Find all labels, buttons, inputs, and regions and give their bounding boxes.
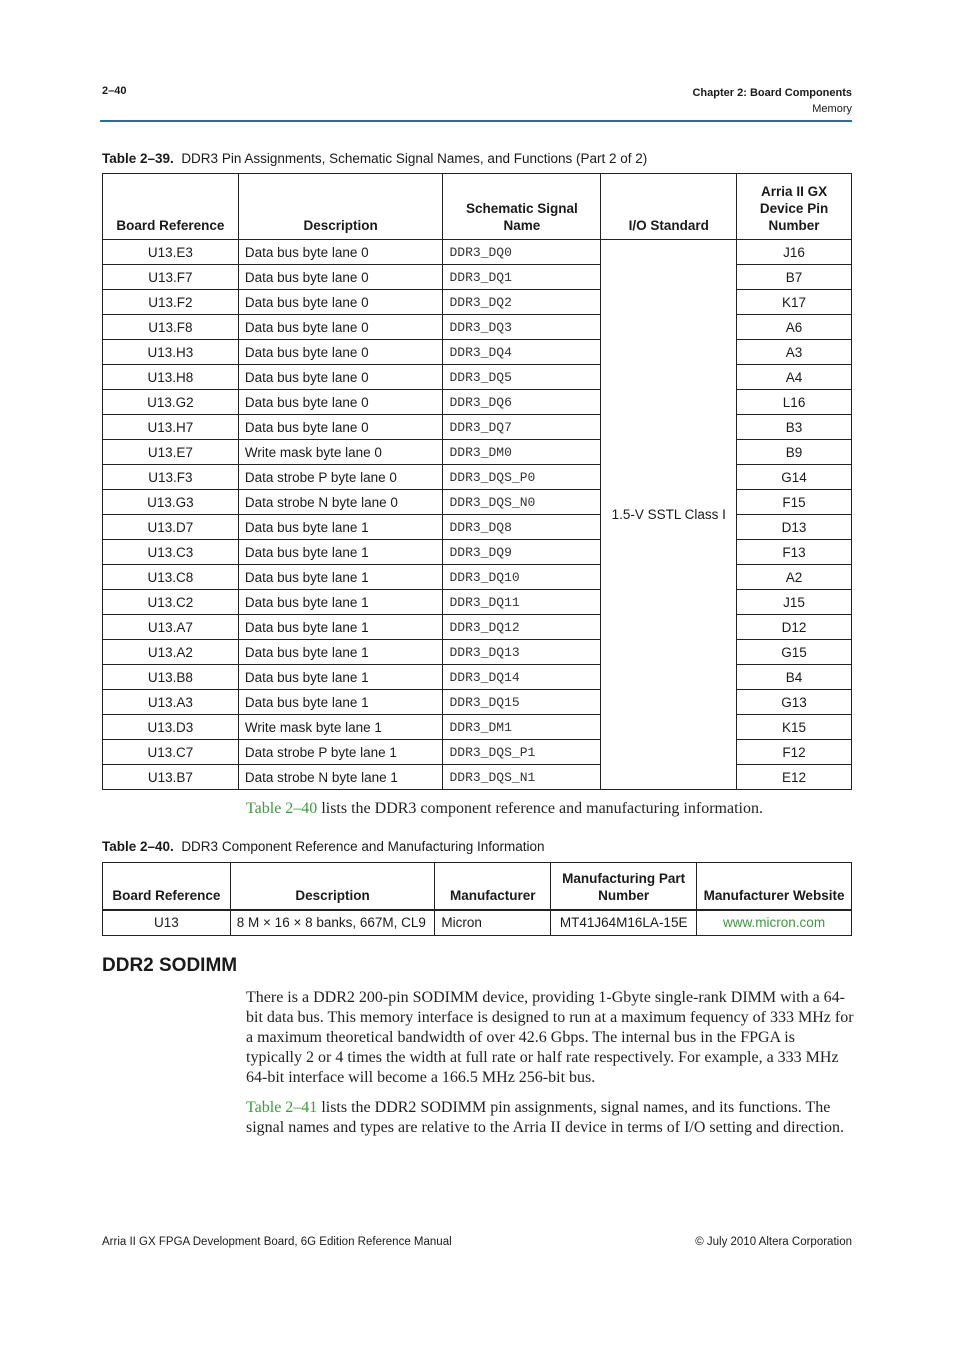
signal-name-cell: DDR3_DQ8 bbox=[443, 515, 601, 540]
table-row bbox=[103, 515, 852, 540]
description-cell: Data bus byte lane 1 bbox=[238, 565, 443, 590]
description-cell: Data bus byte lane 0 bbox=[238, 315, 443, 340]
running-header bbox=[692, 85, 852, 117]
table-row bbox=[103, 690, 852, 715]
board-reference-cell: U13.C7 bbox=[103, 740, 239, 765]
pin-number-cell: A3 bbox=[737, 340, 852, 365]
board-reference-cell: U13.F7 bbox=[103, 265, 239, 290]
signal-name-cell: DDR3_DQ4 bbox=[443, 340, 601, 365]
board-reference-cell: U13.G3 bbox=[103, 490, 239, 515]
table2-intro bbox=[246, 799, 854, 819]
description-cell: Data bus byte lane 1 bbox=[238, 515, 443, 540]
signal-name-cell: DDR3_DQ10 bbox=[443, 565, 601, 590]
board-reference-cell: U13.H8 bbox=[103, 365, 239, 390]
website-cell bbox=[697, 910, 852, 936]
pin-number-cell: A4 bbox=[737, 365, 852, 390]
signal-name-cell: DDR3_DQ15 bbox=[443, 690, 601, 715]
table-row bbox=[103, 540, 852, 565]
body-paragraph-2 bbox=[246, 1098, 854, 1138]
signal-name-cell: DDR3_DM0 bbox=[443, 440, 601, 465]
pin-number-cell: F15 bbox=[737, 490, 852, 515]
description-cell: Data strobe N byte lane 0 bbox=[238, 490, 443, 515]
col-header-part-number: Manufacturing Part Number bbox=[551, 863, 697, 910]
table-row bbox=[103, 640, 852, 665]
signal-name-cell: DDR3_DQS_N1 bbox=[443, 765, 601, 790]
table-row bbox=[103, 290, 852, 315]
pin-number-cell: B4 bbox=[737, 665, 852, 690]
board-reference-cell: U13.F3 bbox=[103, 465, 239, 490]
description-cell: Data bus byte lane 1 bbox=[238, 540, 443, 565]
board-reference-cell: U13.H7 bbox=[103, 415, 239, 440]
board-reference-cell: U13.D7 bbox=[103, 515, 239, 540]
table1-title: DDR3 Pin Assignments, Schematic Signal Names, and Functions (Part 2 of 2) bbox=[181, 151, 648, 166]
col-header-description: Description bbox=[230, 863, 435, 910]
table-row bbox=[103, 415, 852, 440]
pin-number-cell: G13 bbox=[737, 690, 852, 715]
signal-name-cell: DDR3_DQ12 bbox=[443, 615, 601, 640]
description-cell: Write mask byte lane 0 bbox=[238, 440, 443, 465]
description-cell: Data bus byte lane 0 bbox=[238, 415, 443, 440]
board-reference-cell: U13.E7 bbox=[103, 440, 239, 465]
signal-name-cell: DDR3_DQS_P1 bbox=[443, 740, 601, 765]
page-number: 2–40 bbox=[102, 85, 127, 97]
table2-label: Table 2–40. bbox=[102, 839, 174, 854]
description-cell: Data bus byte lane 0 bbox=[238, 265, 443, 290]
pin-number-cell: G15 bbox=[737, 640, 852, 665]
col-header-signal-name: Schematic Signal Name bbox=[443, 174, 601, 240]
footer-manual-title: Arria II GX FPGA Development Board, 6G Edition Reference Manual bbox=[102, 1236, 452, 1248]
signal-name-cell: DDR3_DQ7 bbox=[443, 415, 601, 440]
col-header-io-standard: I/O Standard bbox=[601, 174, 737, 240]
section-name: Memory bbox=[812, 103, 852, 115]
pin-number-cell: F13 bbox=[737, 540, 852, 565]
table-row bbox=[103, 490, 852, 515]
table-row bbox=[103, 440, 852, 465]
chapter-title: Chapter 2: Board Components bbox=[692, 87, 852, 99]
description-cell: Data bus byte lane 1 bbox=[238, 640, 443, 665]
table2-intro-text: lists the DDR3 component reference and manufacturing information. bbox=[317, 800, 763, 817]
signal-name-cell: DDR3_DQ9 bbox=[443, 540, 601, 565]
table-row bbox=[103, 365, 852, 390]
table-row bbox=[103, 715, 852, 740]
manufacturer-website-link[interactable]: www.micron.com bbox=[723, 915, 826, 930]
col-header-board-reference: Board Reference bbox=[103, 174, 239, 240]
table1-caption bbox=[102, 151, 647, 166]
board-reference-cell: U13.A7 bbox=[103, 615, 239, 640]
board-reference-cell: U13.F2 bbox=[103, 290, 239, 315]
pin-number-cell: L16 bbox=[737, 390, 852, 415]
io-standard-cell: 1.5-V SSTL Class I bbox=[601, 240, 737, 790]
table2-41-link[interactable]: Table 2–41 bbox=[246, 1099, 318, 1116]
table-row bbox=[103, 590, 852, 615]
signal-name-cell: DDR3_DQS_P0 bbox=[443, 465, 601, 490]
table2-caption bbox=[102, 839, 545, 854]
signal-name-cell: DDR3_DQ3 bbox=[443, 315, 601, 340]
col-header-pin-number: Arria II GX Device Pin Number bbox=[737, 174, 852, 240]
ddr3-pin-table bbox=[102, 173, 852, 790]
board-reference-cell: U13.A2 bbox=[103, 640, 239, 665]
footer-copyright: © July 2010 Altera Corporation bbox=[695, 1236, 852, 1248]
table1-label: Table 2–39. bbox=[102, 151, 174, 166]
pin-number-cell: J16 bbox=[737, 240, 852, 265]
manufacturer-cell: Micron bbox=[435, 910, 551, 936]
description-cell: Data bus byte lane 1 bbox=[238, 590, 443, 615]
board-reference-cell: U13 bbox=[103, 910, 231, 936]
table-row bbox=[103, 740, 852, 765]
table-row bbox=[103, 765, 852, 790]
board-reference-cell: U13.B8 bbox=[103, 665, 239, 690]
ddr3-component-table bbox=[102, 862, 852, 936]
description-cell: 8 M × 16 × 8 banks, 667M, CL9 bbox=[230, 910, 435, 936]
table-row bbox=[103, 615, 852, 640]
table-row bbox=[103, 465, 852, 490]
header-rule bbox=[100, 120, 852, 122]
signal-name-cell: DDR3_DQ2 bbox=[443, 290, 601, 315]
col-header-description: Description bbox=[238, 174, 443, 240]
col-header-website: Manufacturer Website bbox=[697, 863, 852, 910]
signal-name-cell: DDR3_DQ11 bbox=[443, 590, 601, 615]
board-reference-cell: U13.F8 bbox=[103, 315, 239, 340]
description-cell: Data bus byte lane 1 bbox=[238, 690, 443, 715]
description-cell: Data bus byte lane 0 bbox=[238, 290, 443, 315]
description-cell: Data bus byte lane 0 bbox=[238, 390, 443, 415]
signal-name-cell: DDR3_DQ6 bbox=[443, 390, 601, 415]
col-header-manufacturer: Manufacturer bbox=[435, 863, 551, 910]
board-reference-cell: U13.G2 bbox=[103, 390, 239, 415]
table-row bbox=[103, 315, 852, 340]
pin-number-cell: D13 bbox=[737, 515, 852, 540]
board-reference-cell: U13.B7 bbox=[103, 765, 239, 790]
table-row bbox=[103, 340, 852, 365]
description-cell: Write mask byte lane 1 bbox=[238, 715, 443, 740]
part-number-cell: MT41J64M16LA-15E bbox=[551, 910, 697, 936]
signal-name-cell: DDR3_DQ1 bbox=[443, 265, 601, 290]
table-row bbox=[103, 665, 852, 690]
signal-name-cell: DDR3_DQ5 bbox=[443, 365, 601, 390]
board-reference-cell: U13.E3 bbox=[103, 240, 239, 265]
board-reference-cell: U13.D3 bbox=[103, 715, 239, 740]
pin-number-cell: K17 bbox=[737, 290, 852, 315]
table-row bbox=[103, 565, 852, 590]
signal-name-cell: DDR3_DQ13 bbox=[443, 640, 601, 665]
description-cell: Data strobe N byte lane 1 bbox=[238, 765, 443, 790]
board-reference-cell: U13.C8 bbox=[103, 565, 239, 590]
board-reference-cell: U13.A3 bbox=[103, 690, 239, 715]
signal-name-cell: DDR3_DQS_N0 bbox=[443, 490, 601, 515]
signal-name-cell: DDR3_DQ14 bbox=[443, 665, 601, 690]
board-reference-cell: U13.C3 bbox=[103, 540, 239, 565]
pin-number-cell: E12 bbox=[737, 765, 852, 790]
pin-number-cell: A6 bbox=[737, 315, 852, 340]
description-cell: Data bus byte lane 0 bbox=[238, 365, 443, 390]
pin-number-cell: B3 bbox=[737, 415, 852, 440]
table-row bbox=[103, 240, 852, 265]
description-cell: Data strobe P byte lane 0 bbox=[238, 465, 443, 490]
pin-number-cell: B7 bbox=[737, 265, 852, 290]
description-cell: Data bus byte lane 0 bbox=[238, 340, 443, 365]
body-paragraph-1: There is a DDR2 200-pin SODIMM device, providing 1-Gbyte single-rank DIMM with a 64-bit data bus. This memory interface is designed to run at a maximum fequency of 333 MHz for a maximum theoretical bandwidth of over 42.6 Gbps. The internal bus in the FPGA is typically 2 or 4 times the width at full rate or half rate respectively. For example, a 333 MHz 64-bit interface will become a 166.5 MHz 256-bit bus. bbox=[246, 989, 854, 1086]
board-reference-cell: U13.H3 bbox=[103, 340, 239, 365]
signal-name-cell: DDR3_DQ0 bbox=[443, 240, 601, 265]
description-cell: Data bus byte lane 1 bbox=[238, 665, 443, 690]
pin-number-cell: G14 bbox=[737, 465, 852, 490]
pin-number-cell: K15 bbox=[737, 715, 852, 740]
description-cell: Data strobe P byte lane 1 bbox=[238, 740, 443, 765]
board-reference-cell: U13.C2 bbox=[103, 590, 239, 615]
signal-name-cell: DDR3_DM1 bbox=[443, 715, 601, 740]
pin-number-cell: D12 bbox=[737, 615, 852, 640]
description-cell: Data bus byte lane 0 bbox=[238, 240, 443, 265]
table2-title: DDR3 Component Reference and Manufacturing Information bbox=[181, 839, 545, 854]
table-row bbox=[103, 910, 852, 936]
pin-number-cell: B9 bbox=[737, 440, 852, 465]
description-cell: Data bus byte lane 1 bbox=[238, 615, 443, 640]
section-heading: DDR2 SODIMM bbox=[102, 955, 238, 976]
body-paragraph-2-text: lists the DDR2 SODIMM pin assignments, signal names, and its functions. The signal names and types are relative to the Arria II device in terms of I/O setting and direction. bbox=[246, 1099, 845, 1136]
table2-link[interactable]: Table 2–40 bbox=[246, 800, 318, 817]
table-row bbox=[103, 265, 852, 290]
table-row bbox=[103, 390, 852, 415]
pin-number-cell: A2 bbox=[737, 565, 852, 590]
col-header-board-reference: Board Reference bbox=[103, 863, 231, 910]
pin-number-cell: F12 bbox=[737, 740, 852, 765]
pin-number-cell: J15 bbox=[737, 590, 852, 615]
